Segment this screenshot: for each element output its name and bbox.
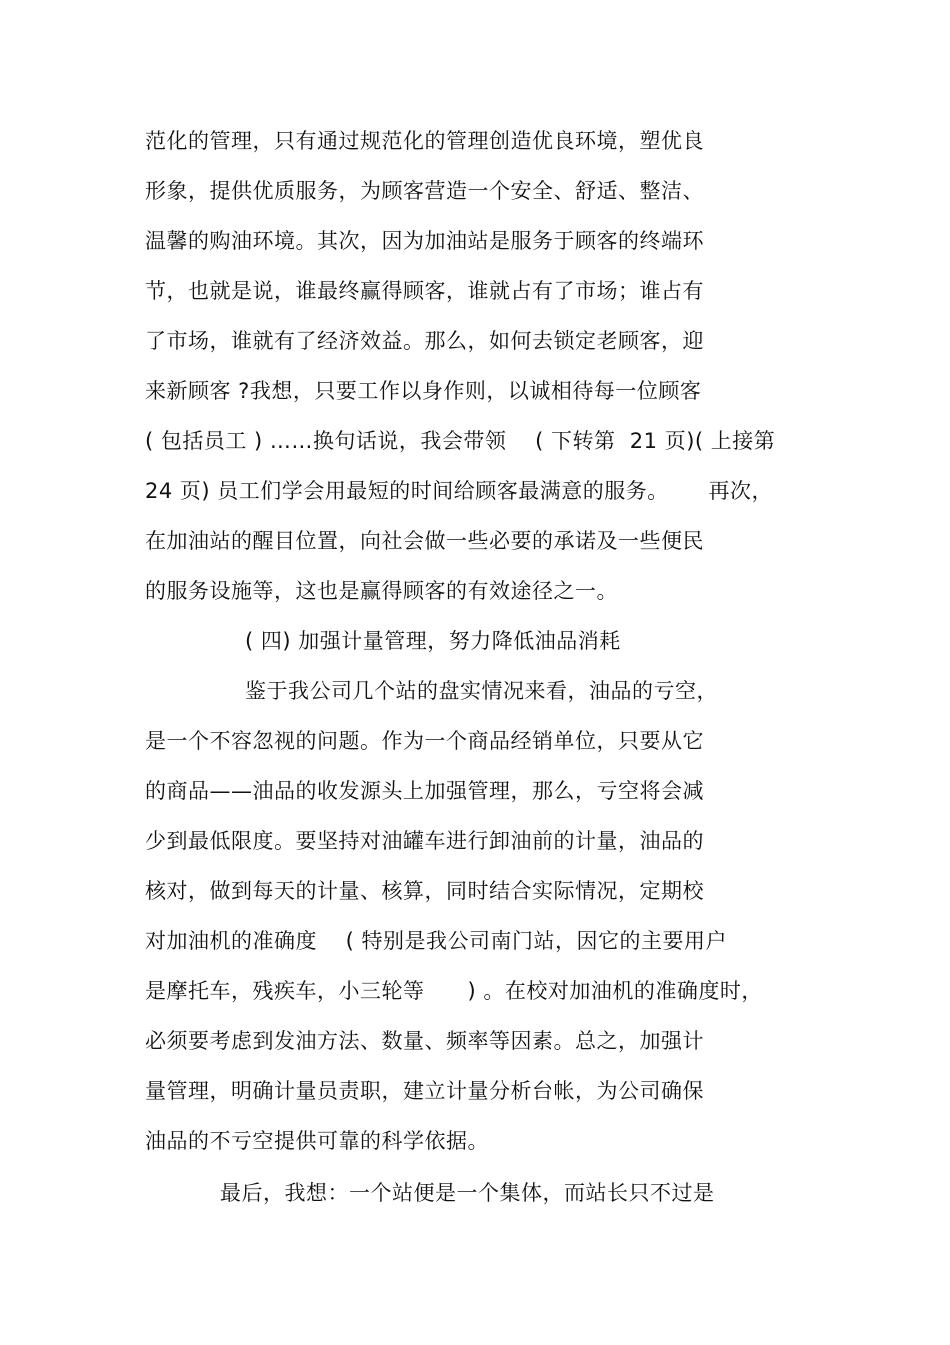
text-line: 在加油站的醒目位置，向社会做一些必要的承诺及一些便民	[145, 529, 704, 553]
text-line: 24 页) 员工们学会用最短的时间给顾客最满意的服务。 再次，	[145, 479, 773, 503]
text-line: 来新顾客 ?我想，只要工作以身作则，以诚相待每一位顾客	[145, 379, 702, 403]
text-line: 量管理，明确计量员责职，建立计量分析台帐，为公司确保	[145, 1079, 704, 1103]
text-line: 节，也就是说，谁最终赢得顾客，谁就占有了市场；谁占有	[145, 279, 704, 303]
section-heading: ( 四) 加强计量管理，努力降低油品消耗	[245, 629, 621, 653]
text-line: 的服务设施等，这也是赢得顾客的有效途径之一。	[145, 579, 618, 603]
paragraph-first-line: 鉴于我公司几个站的盘实情况来看，油品的亏空，	[245, 679, 718, 703]
text-line: 温馨的购油环境。其次，因为加油站是服务于顾客的终端环	[145, 229, 704, 253]
text-line: ( 包括员工 ) ……换句话说，我会带领 ( 下转第 21 页)( 上接第	[145, 429, 776, 453]
text-line: 范化的管理，只有通过规范化的管理创造优良环境，塑优良	[145, 129, 704, 153]
text-line: 核对，做到每天的计量、核算，同时结合实际情况，定期校	[145, 879, 704, 903]
text-line: 的商品——油品的收发源头上加强管理，那么，亏空将会减	[145, 779, 704, 803]
text-line: 形象，提供优质服务，为顾客营造一个安全、舒适、整洁、	[145, 179, 704, 203]
text-line: 是摩托车，残疾车，小三轮等 ) 。在校对加油机的准确度时，	[145, 979, 763, 1003]
text-line: 是一个不容忽视的问题。作为一个商品经销单位，只要从它	[145, 729, 704, 753]
paragraph-first-line: 最后，我想：一个站便是一个集体，而站长只不过是	[220, 1181, 715, 1205]
text-line: 必须要考虑到发油方法、数量、频率等因素。总之，加强计	[145, 1029, 704, 1053]
text-line: 了市场，谁就有了经济效益。那么，如何去锁定老顾客，迎	[145, 329, 704, 353]
text-line: 少到最低限度。要坚持对油罐车进行卸油前的计量，油品的	[145, 829, 704, 853]
text-line: 油品的不亏空提供可靠的科学依据。	[145, 1129, 489, 1153]
text-line: 对加油机的准确度 ( 特别是我公司南门站，因它的主要用户	[145, 929, 728, 953]
